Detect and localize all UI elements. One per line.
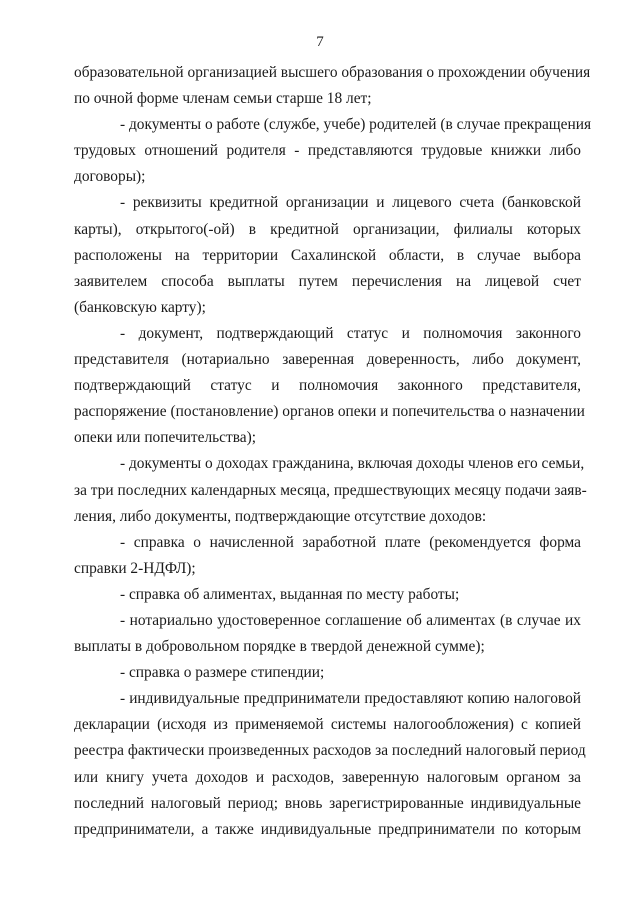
text-line: заявителем способа выплаты путем перечисления на лицевой счет [74,272,581,290]
text-line: подтверждающий статус и полномочия законного представителя, [74,377,581,395]
text-line: предприниматели, а также индивидуальные предприниматели по которым [74,820,581,838]
text-line: образовательной организацией высшего образования о прохождении обучения [74,64,591,81]
text-line: - документ, подтверждающий статус и полномочия законного [120,324,581,342]
text-line: - документы о работе (службе, учебе) родителей (в случае прекращения [120,116,592,134]
text-line: - реквизиты кредитной организации и лицевого счета (банковской [120,194,581,212]
document-body [74,60,592,843]
text-line: договоры); [74,168,146,186]
text-line: - нотариально удостоверенное соглашение об алиментах (в случае их [120,611,581,629]
text-line: - справка об алиментах, выданная по месту работы; [120,585,460,603]
text-line: справки 2-НДФЛ); [74,559,196,577]
paragraph [74,112,592,190]
paragraph [74,190,581,320]
paragraph [74,660,581,686]
paragraph [74,451,587,529]
text-line: выплаты в добровольном порядке в твердой денежной сумме); [74,638,485,656]
text-line: - справка о начисленной заработной плате (рекомендуется форма [120,533,581,551]
paragraph [74,686,586,843]
text-line: - справка о размере стипендии; [120,664,325,682]
paragraph [74,608,581,660]
paragraph [74,60,591,112]
text-line: или книгу учета доходов и расходов, заверенную налоговым органом за [74,768,581,786]
page-number: 7 [316,34,324,50]
text-line: декларации (исходя из применяемой системы налогообложения) с копией [74,716,581,734]
paragraph [74,582,581,608]
text-line: расположены на территории Сахалинской области, в случае выбора [74,246,581,264]
text-line: опеки или попечительства); [74,429,257,447]
text-line: - документы о доходах гражданина, включая доходы членов его семьи, [120,455,585,473]
text-line: распоряжение (постановление) органов опеки и попечительства о назначении [74,403,585,421]
text-line: по очной форме членам семьи старше 18 лет; [74,90,372,108]
text-line: представителя (нотариально заверенная доверенность, либо документ, [74,351,581,369]
paragraph [74,321,585,451]
text-line: трудовых отношений родителя - представляются трудовые книжки либо [74,142,581,160]
text-line: ления, либо документы, подтверждающие отсутствие доходов: [74,507,487,525]
text-line: за три последних календарных месяца, предшествующих месяцу подачи заяв- [74,481,587,499]
text-line: реестра фактически произведенных расходов за последний налоговый период [74,742,586,760]
text-line: карты), открытого(-ой) в кредитной организации, филиалы которых [74,220,581,238]
text-line: - индивидуальные предприниматели предоставляют копию налоговой [120,690,581,708]
paragraph [74,530,581,582]
text-line: последний налоговый период; вновь зарегистрированные индивидуальные [74,794,581,812]
text-line: (банковскую карту); [74,298,206,316]
